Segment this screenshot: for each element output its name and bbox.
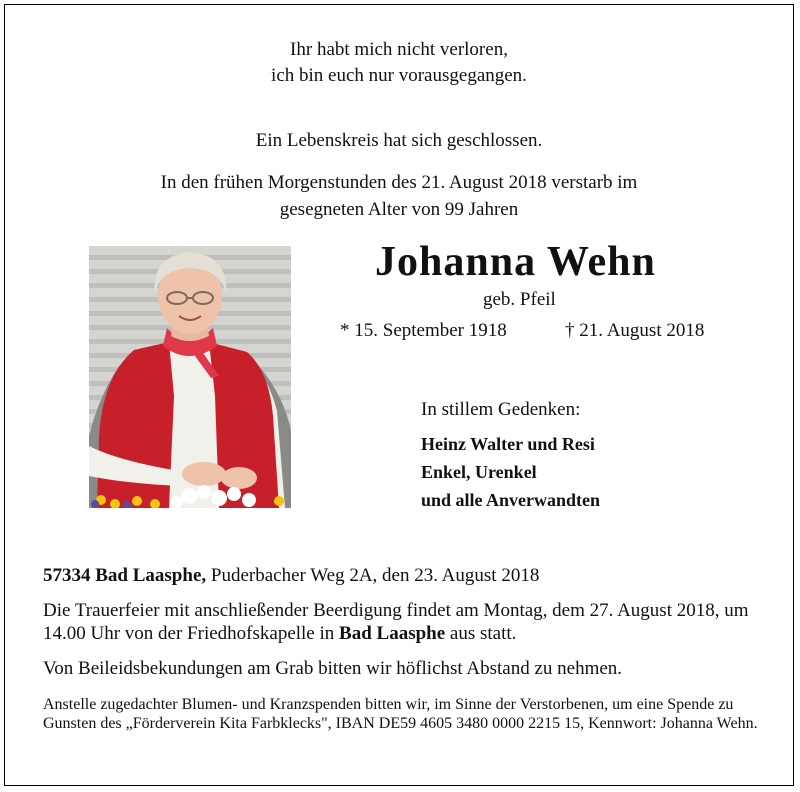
place-and-date	[43, 565, 539, 587]
place-rest: Puderbacher Weg 2A, den 23. August 2018	[206, 565, 540, 586]
verse-line-2: ich bin euch nur vorausgegangen.	[271, 65, 527, 86]
place-bold: 57334 Bad Laasphe,	[43, 565, 207, 586]
maiden-name: geb. Pfeil	[483, 289, 556, 310]
announcement-line-1: In den frühen Morgenstunden des 21. August 2018 verstarb im	[160, 172, 638, 193]
condolence-note: Von Beileidsbekundungen am Grab bitten wir höflichst Abstand zu nehmen.	[43, 658, 623, 679]
mourner-line: Heinz Walter und Resi	[421, 434, 595, 454]
funeral-text-1: Die Trauerfeier mit anschließender Beerdigung findet am Montag, dem 27. August 2018, um 14.00 Uhr von der Friedhofskapelle in	[43, 600, 749, 644]
announcement-line-2: gesegneten Alter von 99 Jahren	[279, 199, 519, 220]
portrait-photo	[89, 246, 291, 508]
birth-date: * 15. September 1918	[340, 320, 507, 341]
funeral-text-2: aus statt.	[445, 623, 517, 644]
verse-line-1: Ihr habt mich nicht verloren,	[290, 39, 508, 60]
deceased-name: Johanna Wehn	[375, 239, 656, 285]
mourner-line: und alle Anverwandten	[421, 490, 601, 510]
death-date: † 21. August 2018	[565, 320, 705, 341]
donation-note: Anstelle zugedachter Blumen- und Kranzspenden bitten wir, im Sinne der Verstorbenen, um eine Spende zu Gunsten des „Förderverein Kita Farbklecks", IBAN DE59 4605 3480 0000 2215 15, Kennwort: Johanna Wehn.	[43, 696, 758, 732]
verse	[5, 37, 793, 89]
death-notice	[4, 4, 794, 786]
mourners-list	[421, 430, 600, 514]
funeral-info	[43, 599, 783, 645]
circle-line: Ein Lebenskreis hat sich geschlossen.	[255, 130, 543, 151]
memory-heading: In stillem Gedenken:	[421, 399, 581, 420]
funeral-location: Bad Laasphe	[339, 623, 446, 644]
mourner-line: Enkel, Urenkel	[421, 462, 537, 482]
announcement	[5, 169, 793, 223]
